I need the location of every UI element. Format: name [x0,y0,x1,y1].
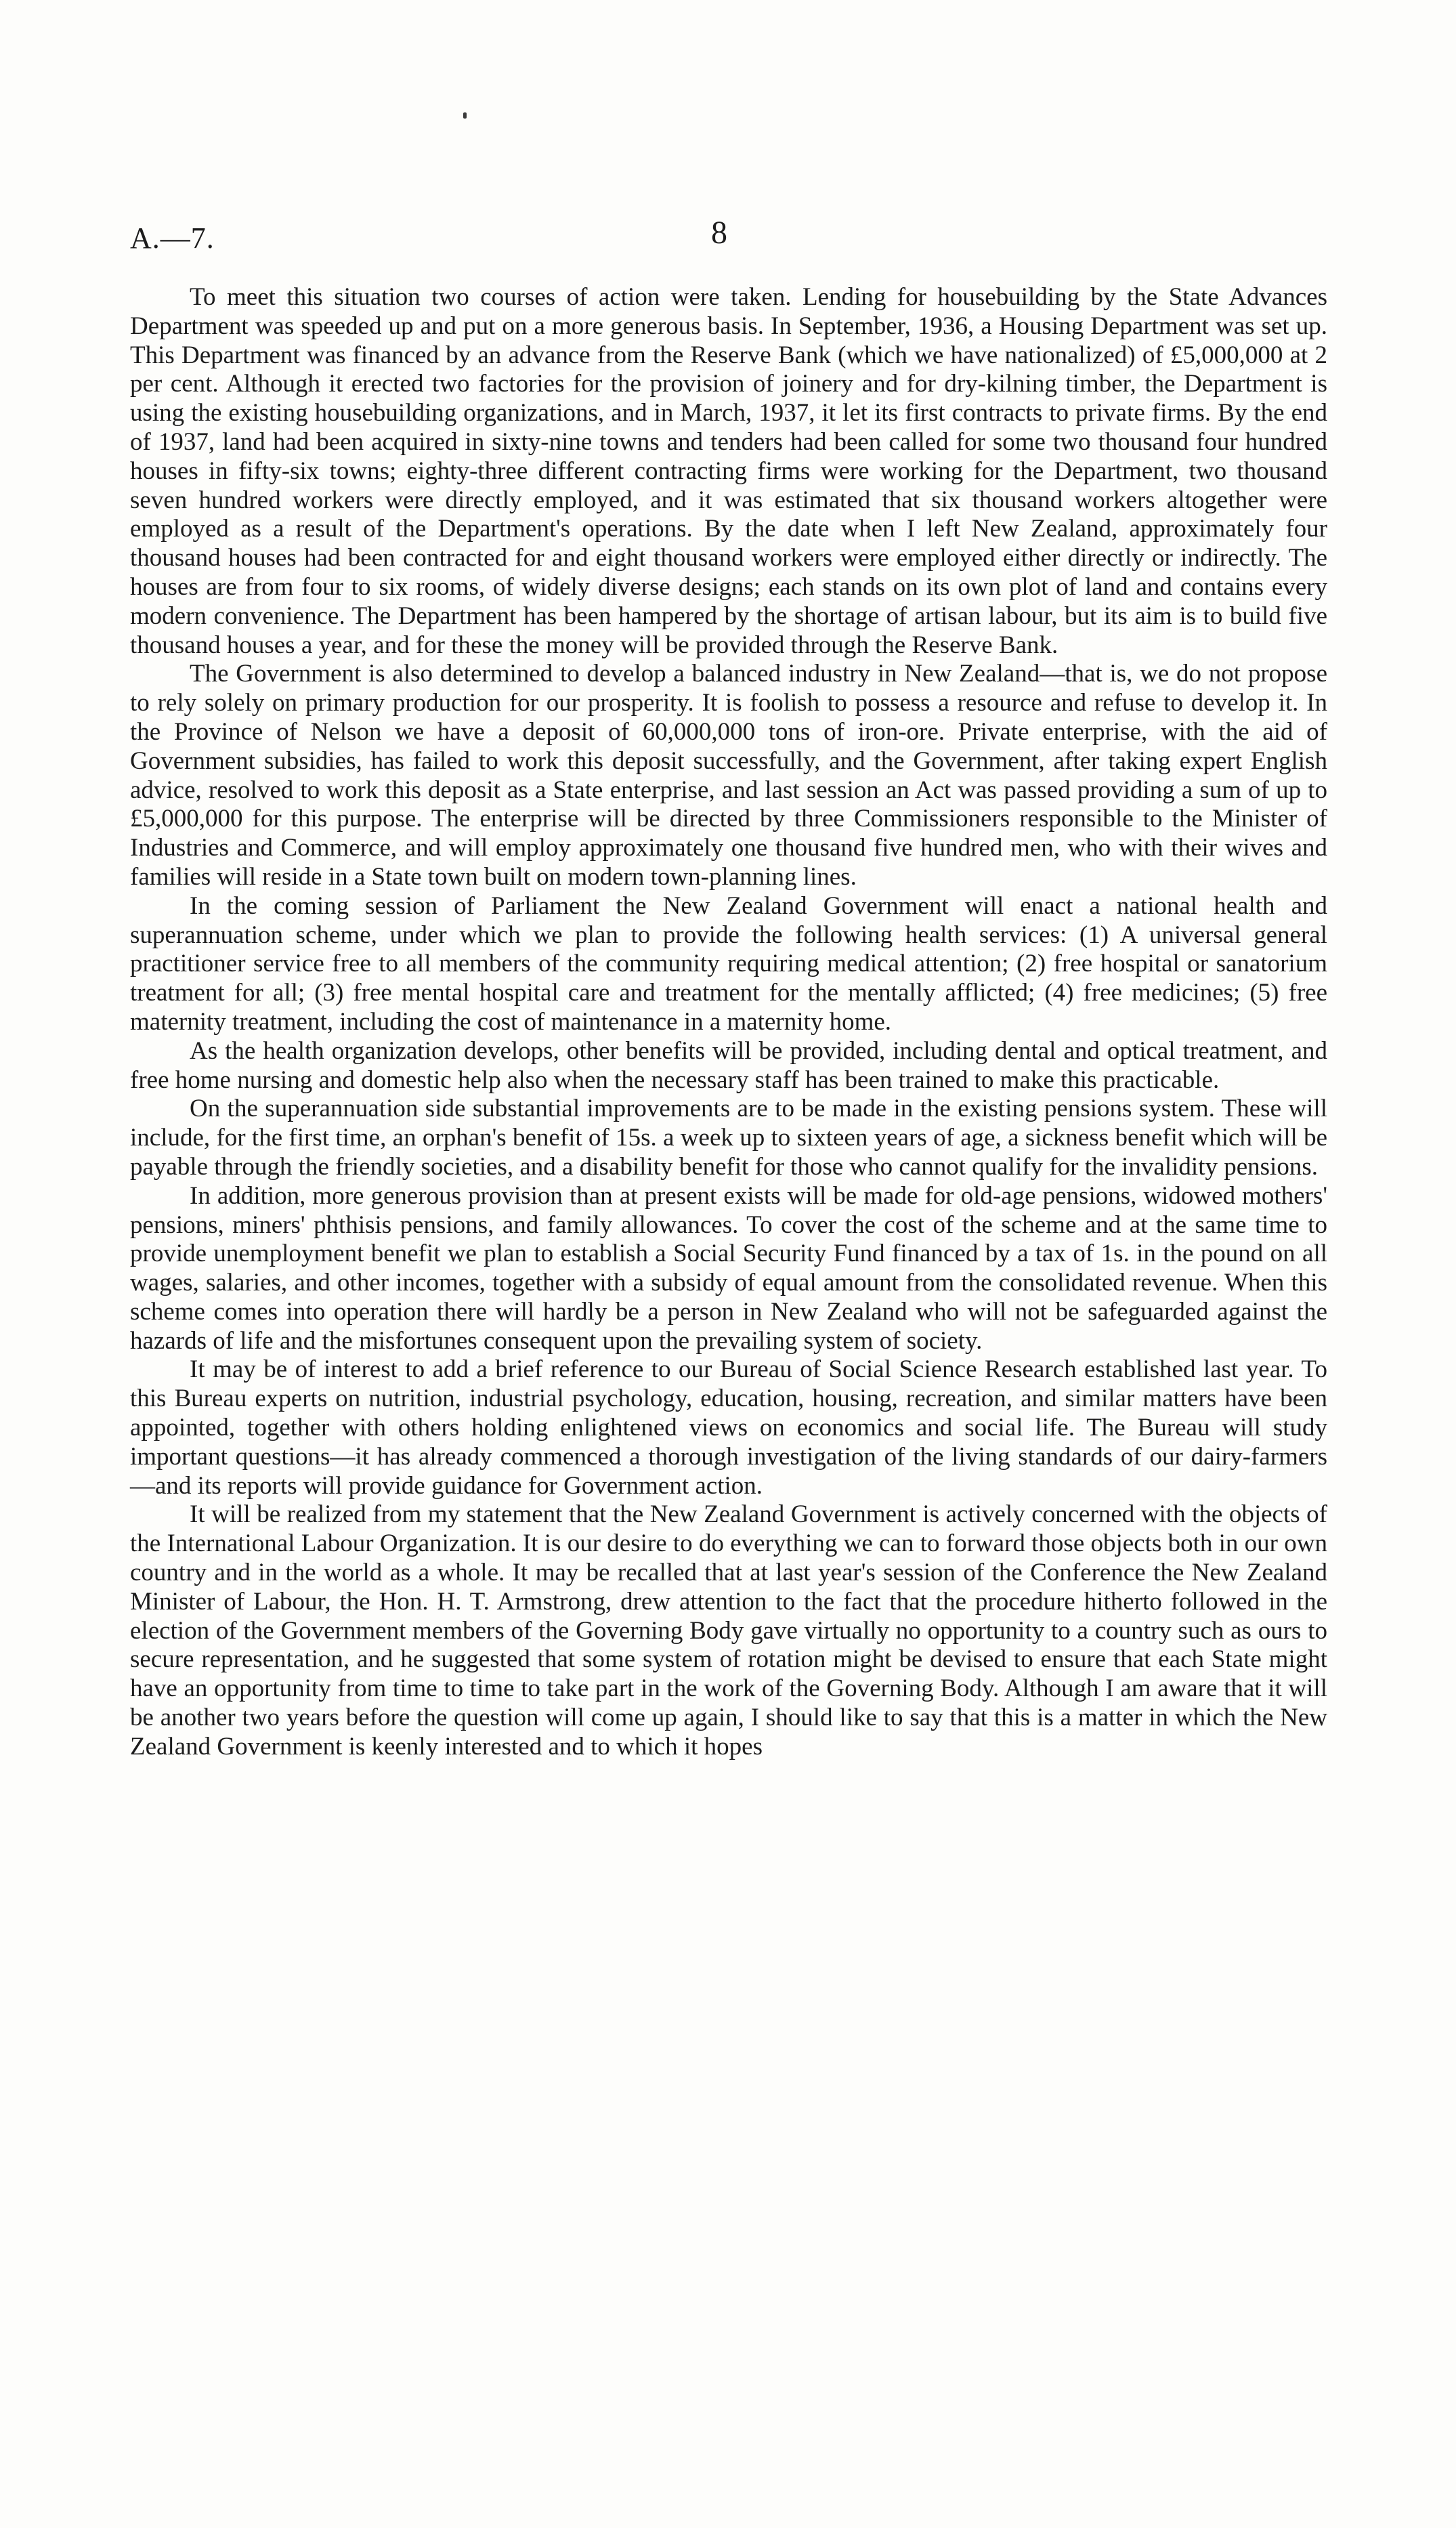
scan-speck [463,112,467,119]
document-reference: A.—7. [130,222,215,255]
paragraph-housing: To meet this situation two courses of action were taken. Lending for housebuilding by the State Advances Department was speeded up and put on a more generous basis. In September, 1936, a Housing Department was set up. This Department was financed by an advance from the Reserve Bank (which we have nationalized) of £5,000,000 at 2 per cent. Although it erected two factories for the provision of joinery and for dry-kilning timber, the Department is using the existing housebuilding organizations, and in March, 1937, it let its first contracts to private firms. By the end of 1937, land had been acquired in sixty-nine towns and tenders had been called for some two thousand four hundred houses in fifty-six towns; eighty-three different contracting firms were working for the Department, two thousand seven hundred workers were directly employed, and it was estimated that six thousand workers altogether were employed as a result of the Department's operations. By the date when I left New Zealand, approximately four thousand houses had been contracted for and eight thousand workers were employed either directly or indirectly. The houses are from four to six rooms, of widely diverse designs; each stands on its own plot of land and contains every modern convenience. The Department has been hampered by the shortage of artisan labour, but its aim is to build five thousand houses a year, and for these the money will be provided through the Reserve Bank. [130,283,1327,659]
page-header [130,215,1327,268]
paragraph-industry: The Government is also determined to develop a balanced industry in New Zealand—that is, we do not propose to rely solely on primary production for our prosperity. It is foolish to possess a resource and refuse to develop it. In the Province of Nelson we have a deposit of 60,000,000 tons of iron-ore. Private enterprise, with the aid of Government subsidies, has failed to work this deposit successfully, and the Government, after taking expert English advice, resolved to work this deposit as a State enterprise, and last session an Act was passed providing a sum of up to £5,000,000 for this purpose. The enterprise will be directed by three Commissioners responsible to the Minister of Industries and Commerce, and will employ approximately one thousand five hundred men, who with their wives and families will reside in a State town built on modern town-planning lines. [130,660,1327,891]
body-text [130,283,1327,1762]
page-number: 8 [711,215,727,251]
paragraph-pensions: In addition, more generous provision than at present exists will be made for old-age pensions, widowed mothers' pensions, miners' phthisis pensions, and family allowances. To cover the cost of the scheme and at the same time to provide unemployment benefit we plan to establish a Social Security Fund financed by a tax of 1s. in the pound on all wages, salaries, and other incomes, together with a subsidy of equal amount from the consolidated revenue. When this scheme comes into operation there will hardly be a person in New Zealand who will not be safeguarded against the hazards of life and the misfortunes consequent upon the prevailing system of society. [130,1181,1327,1355]
paragraph-health-scheme: In the coming session of Parliament the New Zealand Government will enact a national health and superannuation scheme, under which we plan to provide the following health services: (1) A universal general practitioner service free to all members of the community requiring medical attention; (2) free hospital or sanatorium treatment for all; (3) free mental hospital care and treatment for the mentally afflicted; (4) free medicines; (5) free maternity treatment, including the cost of maintenance in a maternity home. [130,891,1327,1036]
paragraph-health-benefits: As the health organization develops, other benefits will be provided, including dental and optical treatment, and free home nursing and domestic help also when the necessary staff has been trained to make this practicable. [130,1036,1327,1094]
paragraph-superannuation: On the superannuation side substantial improvements are to be made in the existing pensions system. These will include, for the first time, an orphan's benefit of 15s. a week up to sixteen years of age, a sickness benefit which will be payable through the friendly societies, and a disability benefit for those who cannot qualify for the invalidity pensions. [130,1095,1327,1181]
paragraph-ilo: It will be realized from my statement that the New Zealand Government is actively concerned with the objects of the International Labour Organization. It is our desire to do everything we can to forward those objects both in our own country and in the world as a whole. It may be recalled that at last year's session of the Conference the New Zealand Minister of Labour, the Hon. H. T. Armstrong, drew attention to the fact that the procedure hitherto followed in the election of the Government members of the Governing Body gave virtually no opportunity to a country such as ours to secure representation, and he suggested that some system of rotation might be devised to ensure that each State might have an opportunity from time to time to take part in the work of the Governing Body. Although I am aware that it will be another two years before the question will come up again, I should like to say that this is a matter in which the New Zealand Government is keenly interested and to which it hopes [130,1500,1327,1761]
paragraph-bureau: It may be of interest to add a brief reference to our Bureau of Social Science Research established last year. To this Bureau experts on nutrition, industrial psychology, education, housing, recreation, and similar matters have been appointed, together with others holding enlightened views on economics and social life. The Bureau will study important questions—it has already commenced a thorough investigation of the living standards of our dairy-farmers—and its reports will provide guidance for Government action. [130,1355,1327,1500]
